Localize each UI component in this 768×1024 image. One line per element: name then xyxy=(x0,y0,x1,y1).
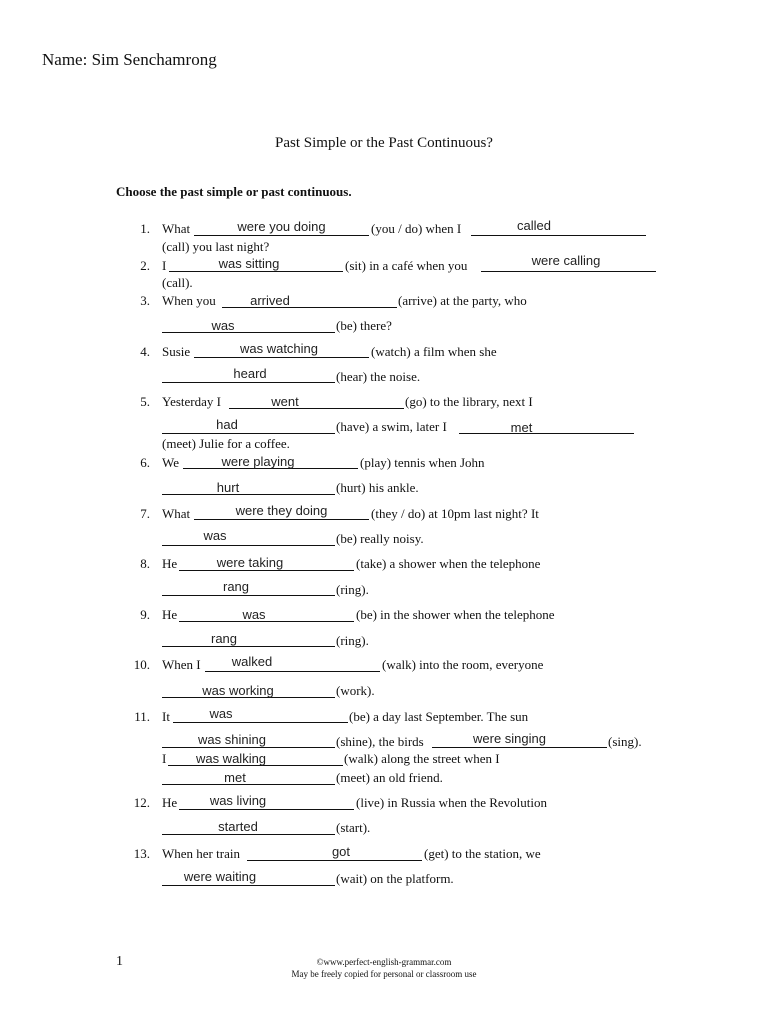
handwritten-answer: arrived xyxy=(250,293,290,308)
answer-blank[interactable] xyxy=(471,235,646,236)
question-number: 2. xyxy=(140,258,150,273)
question-text: (arrive) at the party, who xyxy=(398,293,527,308)
handwritten-answer: were singing xyxy=(473,731,546,746)
question-text: (call) you last night? xyxy=(162,239,270,254)
answer-blank[interactable] xyxy=(179,809,354,810)
handwritten-answer: were they doing xyxy=(235,503,328,518)
question-text: (go) to the library, next I xyxy=(405,394,533,409)
question-text: We xyxy=(162,455,179,470)
answer-blank[interactable] xyxy=(162,545,335,546)
question-text: (sit) in a café when you xyxy=(345,258,468,273)
footer-copyright: ©www.perfect-english-grammar.com xyxy=(316,957,452,967)
question-text: When her train xyxy=(162,846,240,861)
question-text: (be) really noisy. xyxy=(336,531,424,546)
answer-blank[interactable] xyxy=(162,382,335,383)
question-text: (be) a day last September. The sun xyxy=(349,709,529,724)
question-text: He xyxy=(162,795,178,810)
question-text: (hear) the noise. xyxy=(336,369,421,384)
question-text: I xyxy=(162,258,167,273)
question-text: (walk) into the room, everyone xyxy=(382,657,544,672)
answer-blank[interactable] xyxy=(162,595,335,596)
question-text: (live) in Russia when the Revolution xyxy=(356,795,548,810)
answer-blank[interactable] xyxy=(194,519,369,520)
question-text: What xyxy=(162,506,191,521)
handwritten-answer: went xyxy=(271,394,299,409)
question-number: 3. xyxy=(140,293,150,308)
question-text: (you / do) when I xyxy=(371,221,462,236)
handwritten-answer: was watching xyxy=(239,341,319,356)
question-text: He xyxy=(162,556,178,571)
handwritten-answer: were you doing xyxy=(237,219,326,234)
handwritten-answer: got xyxy=(331,844,351,859)
instructions: Choose the past simple or past continuous. xyxy=(116,184,352,199)
question-text: (shine), the birds xyxy=(336,734,424,749)
question-text: What xyxy=(162,221,191,236)
handwritten-answer: was working xyxy=(202,683,274,698)
handwritten-answer: were playing xyxy=(221,454,295,469)
answer-blank[interactable] xyxy=(481,271,656,272)
question-text: (work). xyxy=(336,683,375,698)
question-number: 12. xyxy=(133,795,150,810)
handwritten-answer: was living xyxy=(209,793,267,808)
handwritten-answer: called xyxy=(517,218,551,233)
question-text: (be) there? xyxy=(336,318,392,333)
question-text: Yesterday I xyxy=(162,394,221,409)
student-name: Name: Sim Senchamrong xyxy=(42,50,217,69)
handwritten-answer: were waiting xyxy=(183,869,257,884)
question-text: (sing). xyxy=(608,734,642,749)
answer-blank[interactable] xyxy=(162,646,335,647)
question-number: 10. xyxy=(133,657,150,672)
page-number: 1 xyxy=(116,954,123,969)
answer-blank[interactable] xyxy=(162,885,335,886)
handwritten-answer: was walking xyxy=(195,751,267,766)
handwritten-answer: was sitting xyxy=(218,256,280,271)
handwritten-answer: were taking xyxy=(216,555,284,570)
question-text: (they / do) at 10pm last night? It xyxy=(371,506,539,521)
handwritten-answer: met xyxy=(510,420,533,435)
question-number: 1. xyxy=(140,221,150,236)
question-text: When you xyxy=(162,293,216,308)
question-text: (call). xyxy=(162,275,193,290)
question-number: 13. xyxy=(133,846,150,861)
answer-blank[interactable] xyxy=(205,671,380,672)
footer-note: May be freely copied for personal or classroom use xyxy=(291,969,477,979)
handwritten-answer: was xyxy=(203,528,227,543)
handwritten-answer: started xyxy=(218,819,258,834)
handwritten-answer: walked xyxy=(231,654,273,669)
question-number: 9. xyxy=(140,607,150,622)
question-text: It xyxy=(162,709,170,724)
handwritten-answer: met xyxy=(224,770,246,785)
handwritten-answer: were calling xyxy=(531,253,601,268)
answer-blank[interactable] xyxy=(179,570,354,571)
question-text: (ring). xyxy=(336,582,369,597)
question-text: (wait) on the platform. xyxy=(336,871,454,886)
question-text: (ring). xyxy=(336,633,369,648)
question-text: (meet) an old friend. xyxy=(336,770,443,785)
answer-blank[interactable] xyxy=(162,747,335,748)
answer-blank[interactable] xyxy=(194,235,369,236)
handwritten-answer: rang xyxy=(210,631,238,646)
question-text: (play) tennis when John xyxy=(360,455,485,470)
question-text: When I xyxy=(162,657,201,672)
handwritten-answer: was xyxy=(211,318,235,333)
question-text: (watch) a film when she xyxy=(371,344,497,359)
handwritten-answer: was shining xyxy=(198,732,266,747)
answer-blank[interactable] xyxy=(247,860,422,861)
worksheet-title: Past Simple or the Past Continuous? xyxy=(275,135,493,151)
handwritten-answer: had xyxy=(216,417,238,432)
answer-blank[interactable] xyxy=(194,357,369,358)
question-number: 5. xyxy=(140,394,150,409)
question-text: (walk) along the street when I xyxy=(344,751,500,766)
answer-blank[interactable] xyxy=(173,722,348,723)
question-text: (hurt) his ankle. xyxy=(336,480,419,495)
question-text: I xyxy=(162,751,167,766)
question-text: (have) a swim, later I xyxy=(336,419,447,434)
handwritten-answer: rang xyxy=(222,579,250,594)
question-text: He xyxy=(162,607,178,622)
question-number: 6. xyxy=(140,455,150,470)
answer-blank[interactable] xyxy=(432,747,607,748)
answer-blank[interactable] xyxy=(162,433,335,434)
question-text: (take) a shower when the telephone xyxy=(356,556,541,571)
question-text: Susie xyxy=(162,344,191,359)
question-number: 4. xyxy=(140,344,150,359)
answer-blank[interactable] xyxy=(169,271,343,272)
handwritten-answer: heard xyxy=(233,366,267,381)
answer-blank[interactable] xyxy=(162,834,335,835)
handwritten-answer: was xyxy=(209,706,233,721)
question-text: (meet) Julie for a coffee. xyxy=(162,436,290,451)
question-text: (be) in the shower when the telephone xyxy=(356,607,555,622)
question-number: 8. xyxy=(140,556,150,571)
question-number: 11. xyxy=(134,709,150,724)
question-text: (get) to the station, we xyxy=(424,846,541,861)
question-number: 7. xyxy=(140,506,150,521)
question-text: (start). xyxy=(336,820,371,835)
handwritten-answer: hurt xyxy=(216,480,240,495)
handwritten-answer: was xyxy=(242,607,266,622)
